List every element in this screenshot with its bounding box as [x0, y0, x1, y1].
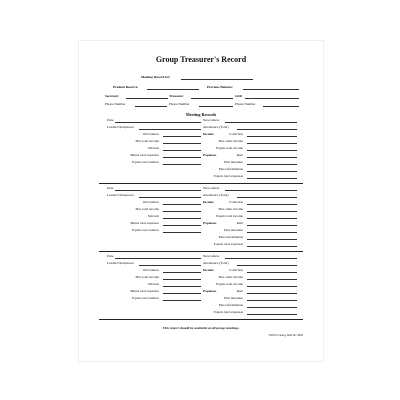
expenses-label: Expenses — [203, 153, 217, 157]
gsr-label: GSR — [235, 94, 242, 98]
subtotal-label: Subtotal — [147, 282, 159, 286]
equals-total-income-label: Equals total income — [216, 146, 243, 150]
equals-total-expenses-label: Equals total expenses — [213, 310, 243, 314]
meeting-records-heading: Meeting Records — [185, 112, 217, 117]
old-balance-label: Old balance — [142, 132, 159, 136]
leader-label: Leader/Chairperson — [107, 125, 134, 129]
block-divider — [99, 319, 303, 320]
income-label: Income — [203, 268, 214, 272]
old-balance-field[interactable] — [163, 136, 201, 137]
minus-total-expenses-label: Minus total expenses — [130, 153, 159, 157]
equals-total-expenses-field[interactable] — [247, 178, 297, 179]
treasurer-label: Treasurer — [169, 94, 184, 98]
plus-literature-label: Plus literature — [224, 228, 243, 232]
expenses-label: Expenses — [203, 221, 217, 225]
attendance-field[interactable] — [237, 129, 297, 130]
old-balance-label: Old balance — [142, 268, 159, 272]
equals-total-expenses-label: Equals total expenses — [213, 242, 243, 246]
newcomers-field[interactable] — [225, 122, 297, 123]
treasurer-field[interactable] — [191, 98, 233, 99]
plus-refreshments-field[interactable] — [247, 307, 297, 308]
minus-total-expenses-field[interactable] — [163, 293, 201, 294]
date-label: Date — [107, 186, 114, 190]
equals-total-expenses-field[interactable] — [247, 246, 297, 247]
prudent-reserve-label: Prudent Reserve: — [113, 85, 139, 89]
old-balance-label: Old balance — [142, 200, 159, 204]
minus-total-expenses-label: Minus total expenses — [130, 289, 159, 293]
plus-refreshments-label: Plus refreshments — [218, 167, 243, 171]
equals-total-income-label: Equals total income — [216, 282, 243, 286]
footer-note: This report should be available at all group meetings. — [162, 326, 240, 330]
newcomers-label: Newcomers — [203, 118, 220, 122]
plus-total-income-label: Plus total income — [135, 139, 159, 143]
date-label: Date — [107, 254, 114, 258]
block-divider — [99, 251, 303, 252]
date-field[interactable] — [115, 190, 201, 191]
page-title: Group Treasurer's Record — [155, 55, 247, 64]
collection-label: Collection — [228, 132, 243, 136]
equals-total-income-label: Equals total income — [216, 214, 243, 218]
plus-literature-field[interactable] — [247, 300, 297, 301]
collection-label: Collection — [228, 200, 243, 204]
plus-other-income-label: Plus other income — [218, 207, 243, 211]
plus-refreshments-field[interactable] — [247, 171, 297, 172]
equals-total-income-field[interactable] — [247, 286, 297, 287]
prudent-reserve-field[interactable] — [147, 89, 199, 90]
leader-field[interactable] — [139, 197, 201, 198]
leader-field[interactable] — [139, 129, 201, 130]
old-balance-field[interactable] — [163, 272, 201, 273]
collection-field[interactable] — [247, 272, 297, 273]
attendance-label: Attendance (Total) — [203, 193, 229, 197]
subtotal-field[interactable] — [163, 218, 201, 219]
plus-literature-field[interactable] — [247, 164, 297, 165]
leader-label: Leader/Chairperson — [107, 193, 134, 197]
subtotal-label: Subtotal — [147, 214, 159, 218]
rent-label: Rent — [236, 221, 243, 225]
rent-label: Rent — [236, 153, 243, 157]
phone-label-2: Phone Number — [169, 102, 190, 106]
phone-field-2[interactable] — [199, 106, 233, 107]
equals-new-balance-field[interactable] — [163, 300, 201, 301]
equals-new-balance-field[interactable] — [163, 164, 201, 165]
expenses-label: Expenses — [203, 289, 217, 293]
plus-other-income-label: Plus other income — [218, 275, 243, 279]
plus-other-income-label: Plus other income — [218, 139, 243, 143]
equals-total-expenses-label: Equals total expenses — [213, 174, 243, 178]
old-balance-field[interactable] — [163, 204, 201, 205]
plus-total-income-label: Plus total income — [135, 207, 159, 211]
minus-total-expenses-field[interactable] — [163, 157, 201, 158]
newcomers-label: Newcomers — [203, 186, 220, 190]
equals-new-balance-label: Equals new balance — [132, 296, 159, 300]
date-field[interactable] — [115, 258, 201, 259]
plus-total-income-field[interactable] — [163, 279, 201, 280]
attendance-label: Attendance (Total) — [203, 261, 229, 265]
plus-total-income-label: Plus total income — [135, 275, 159, 279]
equals-new-balance-label: Equals new balance — [132, 160, 159, 164]
newcomers-field[interactable] — [225, 258, 297, 259]
secretary-label: Secretary — [105, 94, 119, 98]
plus-other-income-field[interactable] — [247, 211, 297, 212]
plus-total-income-field[interactable] — [163, 211, 201, 212]
rent-label: Rent — [236, 289, 243, 293]
collection-label: Collection — [228, 268, 243, 272]
subtotal-label: Subtotal — [147, 146, 159, 150]
collection-field[interactable] — [247, 204, 297, 205]
phone-label-1: Phone Number — [105, 102, 126, 106]
rent-field[interactable] — [247, 293, 297, 294]
income-label: Income — [203, 132, 214, 136]
rent-field[interactable] — [247, 225, 297, 226]
previous-balance-field[interactable] — [243, 89, 299, 90]
meeting-record-for-label: Meeting Record for: — [141, 75, 171, 79]
plus-refreshments-label: Plus refreshments — [218, 235, 243, 239]
phone-field-3[interactable] — [263, 106, 299, 107]
subtotal-field[interactable] — [163, 150, 201, 151]
date-label: Date — [107, 118, 114, 122]
minus-total-expenses-label: Minus total expenses — [130, 221, 159, 225]
leader-field[interactable] — [139, 265, 201, 266]
leader-label: Leader/Chairperson — [107, 261, 134, 265]
plus-other-income-field[interactable] — [247, 143, 297, 144]
income-label: Income — [203, 200, 214, 204]
attendance-label: Attendance (Total) — [203, 125, 229, 129]
minus-total-expenses-field[interactable] — [163, 225, 201, 226]
plus-other-income-field[interactable] — [247, 279, 297, 280]
rent-field[interactable] — [247, 157, 297, 158]
block-divider — [99, 183, 303, 184]
record-form-page — [78, 40, 324, 362]
meeting-record-for-field[interactable] — [181, 79, 253, 80]
equals-new-balance-label: Equals new balance — [132, 228, 159, 232]
newcomers-label: Newcomers — [203, 254, 220, 258]
newcomers-field[interactable] — [225, 190, 297, 191]
equals-total-income-field[interactable] — [247, 218, 297, 219]
plus-literature-label: Plus literature — [224, 160, 243, 164]
gsr-field[interactable] — [245, 98, 299, 99]
plus-refreshments-label: Plus refreshments — [218, 303, 243, 307]
plus-refreshments-field[interactable] — [247, 239, 297, 240]
catalog-code: NAWS Catalog Item No. 9003 — [268, 334, 303, 337]
attendance-field[interactable] — [237, 265, 297, 266]
phone-field-1[interactable] — [135, 106, 167, 107]
collection-field[interactable] — [247, 136, 297, 137]
phone-label-3: Phone Number — [235, 102, 256, 106]
plus-literature-field[interactable] — [247, 232, 297, 233]
previous-balance-label: Previous Balance: — [207, 85, 234, 89]
subtotal-field[interactable] — [163, 286, 201, 287]
attendance-field[interactable] — [237, 197, 297, 198]
equals-new-balance-field[interactable] — [163, 232, 201, 233]
equals-total-expenses-field[interactable] — [247, 314, 297, 315]
plus-total-income-field[interactable] — [163, 143, 201, 144]
equals-total-income-field[interactable] — [247, 150, 297, 151]
secretary-field[interactable] — [126, 98, 168, 99]
plus-literature-label: Plus literature — [224, 296, 243, 300]
date-field[interactable] — [115, 122, 201, 123]
